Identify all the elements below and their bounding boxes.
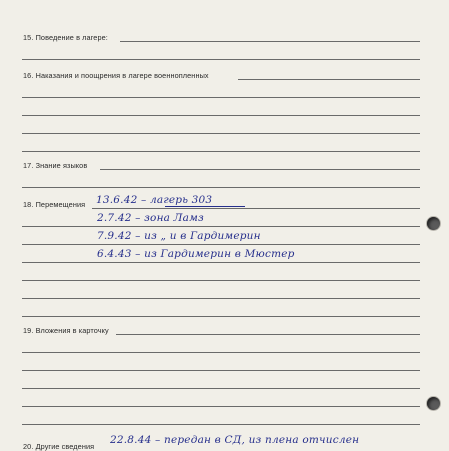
form-line bbox=[22, 244, 420, 245]
field-17-line bbox=[100, 169, 420, 170]
punch-hole bbox=[427, 397, 440, 410]
punch-hole bbox=[427, 217, 440, 230]
form-line bbox=[22, 187, 420, 188]
field-16-label: 16. Наказания и поощрения в лагере военнопленных bbox=[23, 71, 209, 80]
form-line bbox=[22, 133, 420, 134]
field-15-label: 15. Поведение в лагере: bbox=[23, 33, 108, 42]
form-line bbox=[22, 388, 420, 389]
form-line bbox=[22, 97, 420, 98]
field-16-line bbox=[238, 79, 420, 80]
form-line bbox=[22, 151, 420, 152]
form-line bbox=[22, 262, 420, 263]
form-line bbox=[22, 298, 420, 299]
move-entry-1: 13.6.42 – лагерь 303 bbox=[96, 194, 213, 206]
form-line bbox=[22, 316, 420, 317]
form-line bbox=[22, 406, 420, 407]
field-18-line bbox=[92, 208, 420, 209]
field-15-line bbox=[120, 41, 420, 42]
form-line bbox=[22, 115, 420, 116]
form-line bbox=[22, 59, 420, 60]
form-line bbox=[22, 352, 420, 353]
field-20-label: 20. Другие сведения bbox=[23, 442, 95, 451]
form-line bbox=[22, 370, 420, 371]
move-entry-4: 6.4.43 – из Гардимерин в Мюстер bbox=[97, 248, 295, 260]
field-19-label: 19. Вложения в карточку bbox=[23, 326, 109, 335]
other-info-entry: 22.8.44 – передан в СД, из плена отчислен bbox=[110, 434, 360, 446]
move-entry-3: 7.9.42 – из „ и в Гардимерин bbox=[97, 230, 261, 242]
field-18-label: 18. Перемещения bbox=[23, 200, 86, 209]
move-entry-2: 2.7.42 – зона Ламз bbox=[97, 212, 204, 224]
field-17-label: 17. Знание языков bbox=[23, 161, 88, 170]
form-line bbox=[22, 424, 420, 425]
form-line bbox=[22, 226, 420, 227]
form-line bbox=[22, 280, 420, 281]
field-19-line bbox=[116, 334, 420, 335]
ink-underline bbox=[165, 206, 245, 207]
